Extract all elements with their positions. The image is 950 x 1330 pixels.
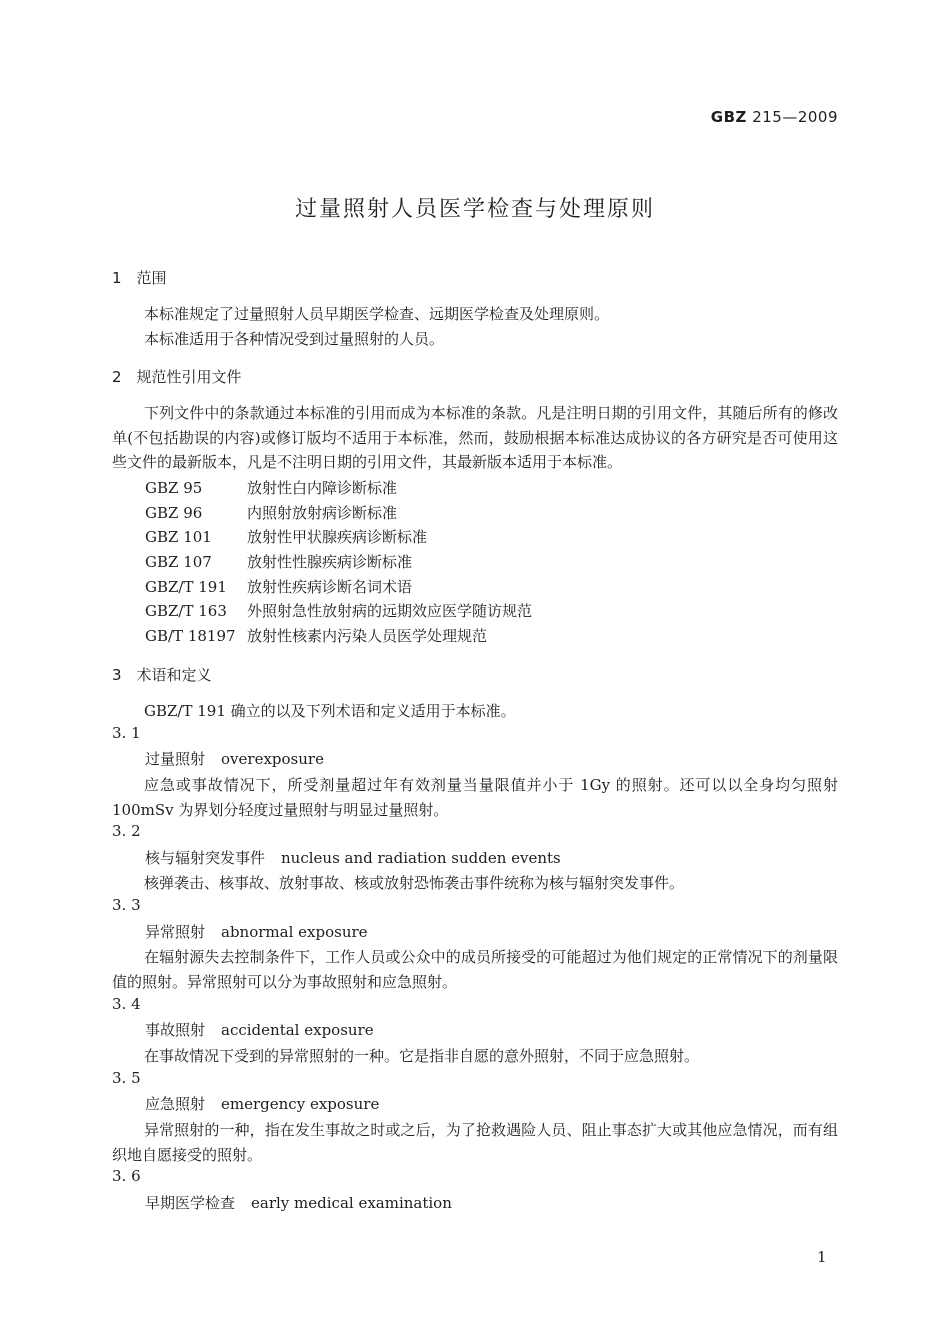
term-number: 3. 1 [112,724,141,742]
reference-name: 放射性核素内污染人员医学处理规范 [247,627,488,645]
reference-row [145,600,532,621]
section-2-heading: 2 规范性引用文件 [112,368,242,386]
term-name [145,921,368,942]
reference-code: GBZ 107 [145,553,212,571]
section-1-para-1: 本标准规定了过量照射人员早期医学检查、远期医学检查及处理原则。 [144,305,610,323]
term-number: 3. 2 [112,822,141,840]
page-number: 1 [817,1248,827,1266]
term-chinese: 事故照射 [145,1021,206,1039]
reference-name: 放射性甲状腺疾病诊断标准 [247,528,428,546]
standard-number: 215—2009 [752,108,838,126]
reference-row [145,477,397,498]
reference-code: GBZ/T 191 [145,578,227,596]
term-english: overexposure [221,750,324,768]
term-name [145,1093,379,1114]
term-name [145,748,324,769]
section-1-heading: 1 范围 [112,269,167,287]
section-2-para: 下列文件中的条款通过本标准的引用而成为本标准的条款。凡是注明日期的引用文件，其随后所有的修改单(不包括勘误的内容)或修订版均不适用于本标准，然而，鼓励根据本标准达成协议的各方研究是否可使用这些文件的最新版本，凡是不注明日期的引用文件，其最新版本适用于本标准。 [112,404,838,471]
section-3-heading: 3 术语和定义 [112,666,212,684]
reference-row [145,526,427,547]
term-name [145,847,561,868]
term-chinese: 应急照射 [145,1095,206,1113]
term-english: nucleus and radiation sudden events [281,849,561,867]
term-number: 3. 5 [112,1069,141,1087]
document-title: 过量照射人员医学检查与处理原则 [294,197,655,222]
reference-name: 外照射急性放射病的远期效应医学随访规范 [247,602,533,620]
section-1-para-2: 本标准适用于各种情况受到过量照射的人员。 [144,330,445,348]
reference-row [145,551,412,572]
term-chinese: 早期医学检查 [145,1194,236,1212]
term-definition: 在辐射源失去控制条件下，工作人员或公众中的成员所接受的可能超过为他们规定的正常情况下的剂量限值的照射。异常照射可以分为事故照射和应急照射。 [112,948,838,991]
standard-prefix: GBZ [710,108,747,126]
reference-code: GBZ 96 [145,504,203,522]
standard-code [711,108,838,126]
reference-row [145,576,412,597]
term-chinese: 核与辐射突发事件 [145,849,266,867]
reference-code: GBZ 101 [145,528,212,546]
term-english: early medical examination [251,1194,452,1212]
reference-name: 放射性白内障诊断标准 [247,479,398,497]
term-chinese: 过量照射 [145,750,206,768]
reference-code: GBZ 95 [145,479,203,497]
reference-name: 放射性性腺疾病诊断标准 [247,553,413,571]
term-english: abnormal exposure [221,923,368,941]
term-number: 3. 4 [112,995,141,1013]
term-definition: 异常照射的一种，指在发生事故之时或之后，为了抢救遇险人员、阻止事态扩大或其他应急情况，而有组织地自愿接受的照射。 [112,1121,838,1164]
reference-row [145,625,487,646]
term-number: 3. 6 [112,1167,141,1185]
reference-code: GB/T 18197 [145,627,236,645]
term-name [145,1019,374,1040]
reference-name: 内照射放射病诊断标准 [247,504,398,522]
reference-name: 放射性疾病诊断名词术语 [247,578,413,596]
term-english: accidental exposure [221,1021,374,1039]
term-name [145,1192,452,1213]
section-3-intro: GBZ/T 191 确立的以及下列术语和定义适用于本标准。 [144,702,516,720]
term-definition: 核弹袭击、核事故、放射事故、核或放射恐怖袭击事件统称为核与辐射突发事件。 [144,874,685,892]
term-definition: 在事故情况下受到的异常照射的一种。它是指非自愿的意外照射，不同于应急照射。 [144,1047,700,1065]
reference-row [145,502,397,523]
term-definition: 应急或事故情况下，所受剂量超过年有效剂量当量限值并小于 1Gy 的照射。还可以以全身均匀照射 100mSv 为界划分轻度过量照射与明显过量照射。 [112,776,838,819]
term-chinese: 异常照射 [145,923,206,941]
reference-code: GBZ/T 163 [145,602,227,620]
term-number: 3. 3 [112,896,141,914]
term-english: emergency exposure [221,1095,380,1113]
